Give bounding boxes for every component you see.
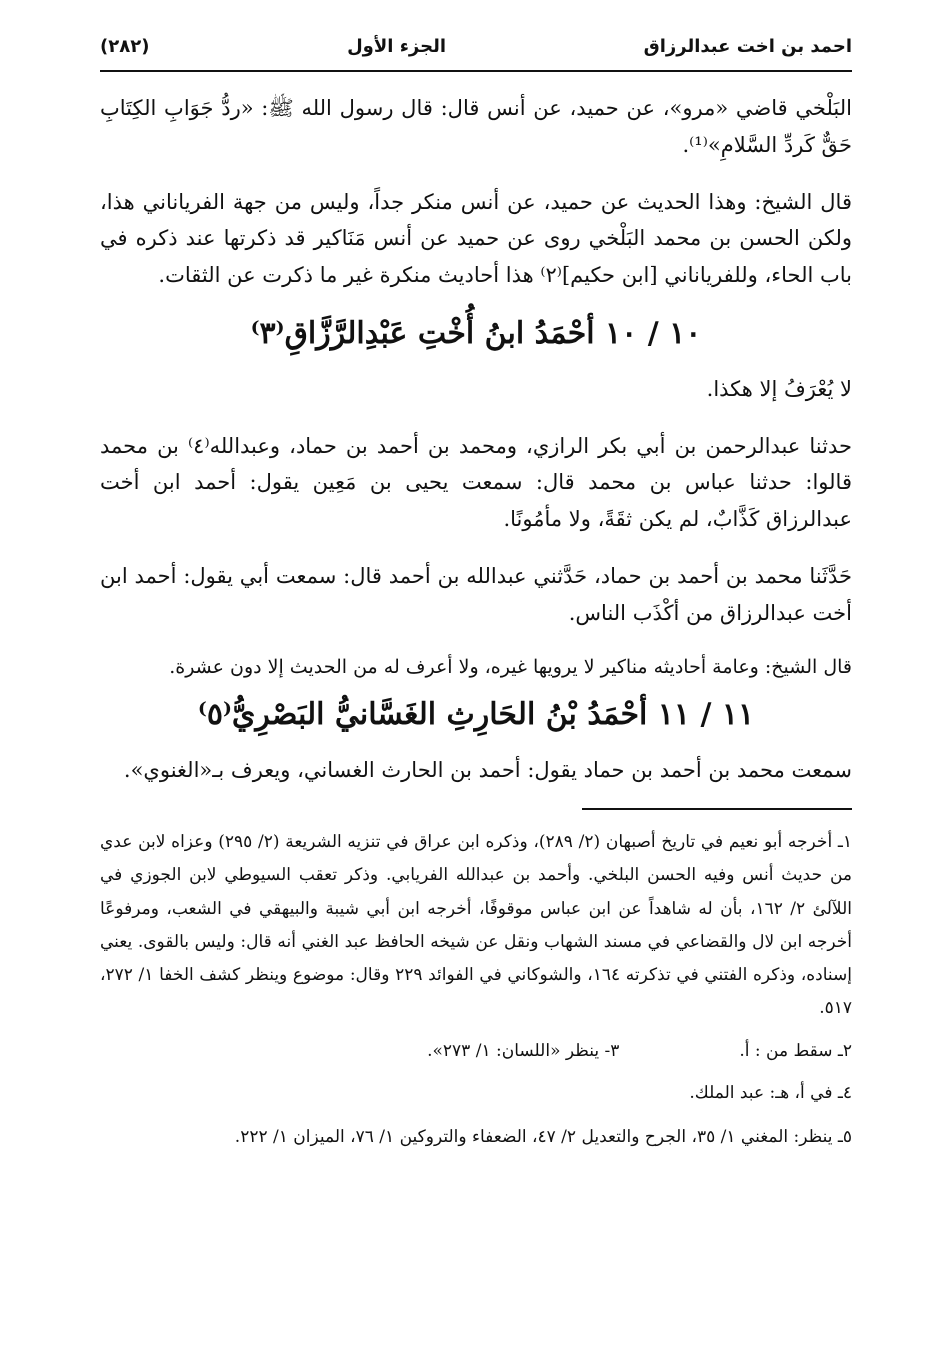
- volume-label: الجزء الأول: [347, 35, 447, 57]
- paragraph-3: لا يُعْرَفُ إلا هكذا.: [706, 376, 852, 401]
- paragraph-4: حدثنا عبدالرحمن بن أبي بكر الرازي، ومحمد بن أحمد بن حماد، وعبدالله⁽٤⁾ بن محمد قالوا: حدثنا عباس بن محمد قال: سمعت يحيى بن مَعِين يقول: أحمد ابن أخت عبدالرزاق كَذَّابٌ، لم يكن ثقَةً، ولا مأمُونًا.: [100, 433, 852, 531]
- header-rule: [100, 70, 852, 72]
- footnote-rule: [582, 808, 852, 810]
- footnote-row-2-3: [100, 1035, 852, 1067]
- footnote-3: ٣- ينظر «اللسان: ١/ ٢٧٣».: [427, 1041, 620, 1062]
- paragraph-1: البَلْخي قاضي «مرو»، عن حميد، عن أنس قال: قال رسول الله ﷺ: «ردُّ جَوَابِ الكِتَابِ حَقٌّ كَردِّ السَّلامِ»⁽¹⁾.: [100, 96, 852, 157]
- footnote-4: ٤ـ في أ، هـ: عبد الملك.: [689, 1083, 852, 1104]
- entry-heading-10: ١٠ / ١٠ أحْمَدُ ابنُ أُخْتِ عَبْدِالرَّزَّاقِ⁽٣⁾: [250, 315, 702, 351]
- paragraph-7: سمعت محمد بن أحمد بن حماد يقول: أحمد بن الحارث الغساني، ويعرف بـ«الغنوي».: [123, 757, 852, 782]
- footnote-2: ٢ـ سقط من : أ.: [739, 1041, 852, 1062]
- paragraph-2: قال الشيخ: وهذا الحديث عن حميد، عن أنس منكر جداً، وليس من جهة الفرياناني هذا، ولكن الحسن بن محمد البَلْخي روى عن حميد عن أنس مَنَاكير قد ذكرتها عند ذكره في باب الحاء، وللفرياناني [ابن حكيم]⁽٢⁾ هذا أحاديث منكرة غير ما ذكرت عن الثقات.: [100, 189, 852, 287]
- entry-heading-11: ١١ / ١١ أحْمَدُ بْنُ الحَارِثِ الغَسَّانيُّ البَصْرِيُّ⁽٥⁾: [197, 696, 755, 732]
- paragraph-6: قال الشيخ: وعامة أحاديثه مناكير لا يرويها غيره، ولا أعرف له من الحديث إلا دون عشرة.: [169, 656, 852, 679]
- footnote-1: ١ـ أخرجه أبو نعيم في تاريخ أصبهان (٢/ ٢٨٩)، وذكره ابن عراق في تنزيه الشريعة (٢/ ٢٩٥) وعزاه لابن عدي من حديث أنس وفيه الحسن البلخي. وأحمد بن عبدالله الفريابي. وذكر تعقب السيوطي لابن الجوزي في اللآلئ ٢/ ١٦٢، بأن له شاهداً عن ابن عباس موقوفًا، أخرجه ابن أبي شيبة والبيهقي في الشعب، ومرفوعًا أخرجه ابن لال والقضاعي في مسند الشهاب ونقل عن شيخه الحافظ عبد الغني أنه قال: وليس بالقوى. يعني إسناده، وذكره الفتني في تذكرته ١٦٤، والشوكاني في الفوائد ٢٢٩ وقال: موضوع وينظر كشف الخفا ١/ ٢٧٢، ٥١٧.: [100, 832, 853, 1018]
- running-title: احمد بن اخت عبدالرزاق: [643, 35, 852, 57]
- paragraph-5: حَدَّثَنا محمد بن أحمد بن حماد، حَدَّثني عبدالله بن أحمد قال: سمعت أبي يقول: أحمد ابن أخت عبدالرزاق من أكْذَب الناس.: [100, 563, 852, 625]
- page-number: (٢٨٢): [100, 35, 150, 57]
- page-header: [100, 26, 852, 66]
- footnote-5: ٥ـ ينظر: المغني ١/ ٣٥، الجرح والتعديل ٢/ ٤٧، الضعفاء والتروكين ١/ ٧٦، الميزان ١/ ٢٢٢.: [234, 1126, 852, 1147]
